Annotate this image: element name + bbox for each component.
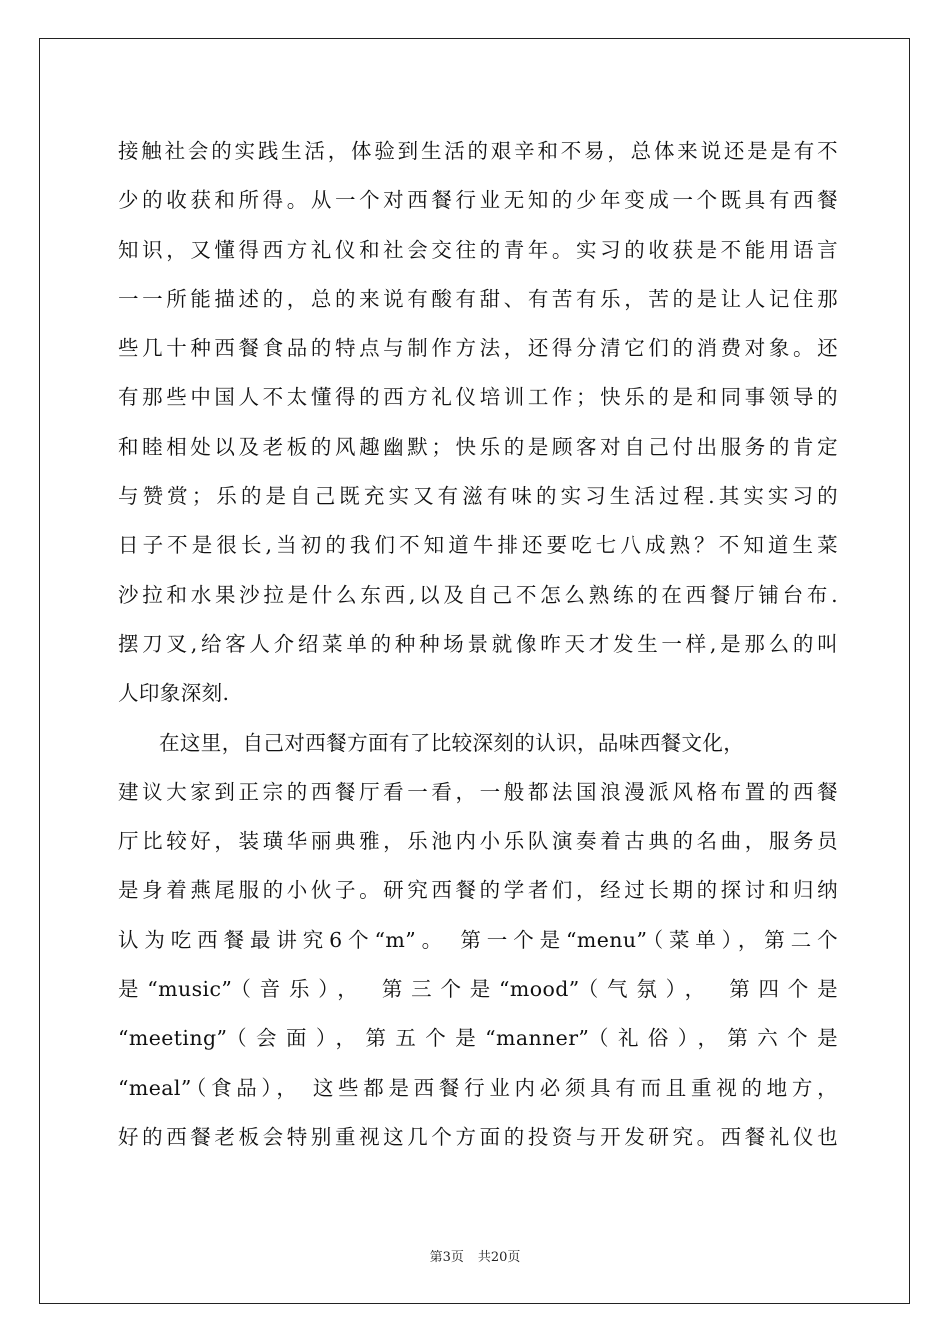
text-line: 摆刀叉,给客人介绍菜单的种种场景就像昨天才发生一样,是那么的叫 bbox=[118, 631, 838, 656]
text-line: 是“music”（音乐）， 第三个是“mood”（气氛）， 第四个是 bbox=[118, 977, 838, 1002]
page-footer bbox=[0, 1246, 950, 1265]
text-line: 和睦相处以及老板的风趣幽默；快乐的是顾客对自己付出服务的肯定 bbox=[118, 434, 838, 459]
text-line: 与赞赏；乐的是自己既充实又有滋有味的实习生活过程.其实实习的 bbox=[118, 484, 838, 509]
text-line: 建议大家到正宗的西餐厅看一看，一般都法国浪漫派风格布置的西餐 bbox=[118, 779, 838, 804]
text-line: 有那些中国人不太懂得的西方礼仪培训工作；快乐的是和同事领导的 bbox=[118, 385, 838, 410]
text-line: 是身着燕尾服的小伙子。研究西餐的学者们，经过长期的探讨和归纳 bbox=[118, 878, 838, 903]
text-line: 认为吃西餐最讲究6个“m”。 第一个是“menu”（菜单），第二个 bbox=[118, 927, 838, 952]
text-line: 知识，又懂得西方礼仪和社会交往的青年。实习的收获是不能用语言 bbox=[118, 237, 838, 262]
text-line: 接触社会的实践生活，体验到生活的艰辛和不易，总体来说还是是有不 bbox=[118, 139, 838, 163]
text-line: 在这里，自己对西餐方面有了比较深刻的认识，品味西餐文化， bbox=[159, 730, 745, 755]
text-line: 日子不是很长,当初的我们不知道牛排还要吃七八成熟？不知道生菜 bbox=[118, 533, 838, 558]
text-line: 厅比较好，装璜华丽典雅，乐池内小乐队演奏着古典的名曲，服务员 bbox=[118, 829, 838, 854]
text-line: 好的西餐老板会特别重视这几个方面的投资与开发研究。西餐礼仪也 bbox=[118, 1124, 838, 1149]
page-number-total: 共20页 bbox=[477, 1250, 521, 1265]
text-line: “meal”（食品）， 这些都是西餐行业内必须具有而且重视的地方， bbox=[118, 1075, 838, 1100]
document-body bbox=[118, 127, 838, 1162]
text-line: 沙拉和水果沙拉是什么东西,以及自己不怎么熟练的在西餐厅铺台布. bbox=[118, 582, 838, 607]
text-line: 人印象深刻. bbox=[118, 681, 230, 706]
text-line: 一一所能描述的，总的来说有酸有甜、有苦有乐，苦的是让人记住那 bbox=[118, 286, 838, 311]
text-line: “meeting”（会面），第五个是“manner”（礼俗），第六个是 bbox=[118, 1026, 838, 1051]
text-line: 些几十种西餐食品的特点与制作方法，还得分清它们的消费对象。还 bbox=[118, 336, 838, 361]
text-line: 少的收获和所得。从一个对西餐行业无知的少年变成一个既具有西餐 bbox=[118, 188, 838, 213]
page-number-current: 第3页 bbox=[429, 1250, 464, 1265]
